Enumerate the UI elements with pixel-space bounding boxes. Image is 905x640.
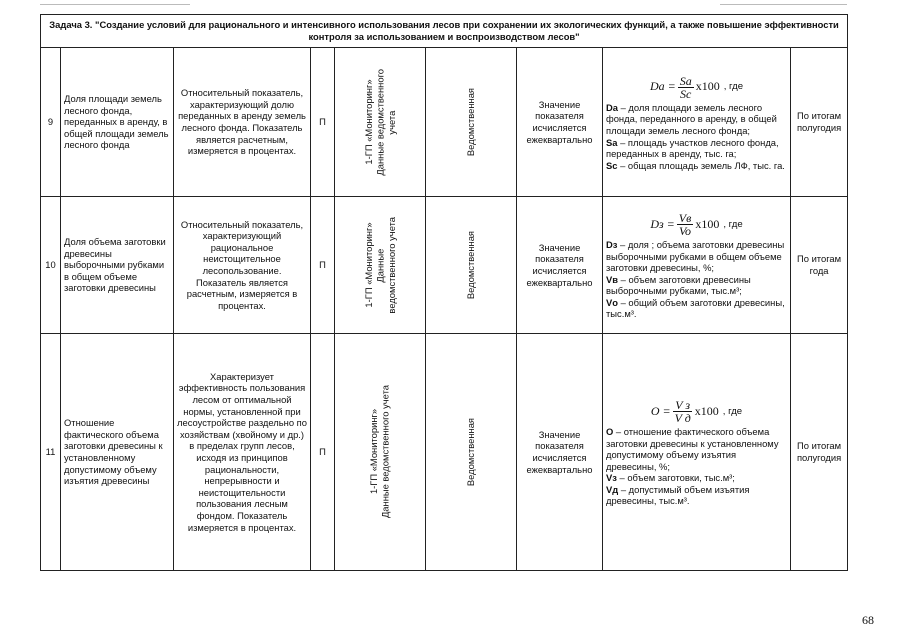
indicators-table (40, 14, 848, 571)
formula (606, 75, 787, 100)
indicator-name: Отношение фактического объема заготовки древесины к установленному допустимому объему изъятия древесины (61, 334, 174, 571)
level-cell (426, 197, 517, 334)
level: Ведомственная (465, 230, 477, 300)
indicator-definition: Характеризует эффективность пользования лесом от оптимальной нормы, установленной при лесоустройстве раздельно по хозяйствам (хвойному и др.) в пределах групп лесов, исходя из принципов рациональности, непрерывности и неистощительности пользования лесным фондом. Показатель измеряется в процентах. (174, 334, 311, 571)
indicator-name: Доля объема заготовки древесины выборочными рубками в общем объеме заготовки древесины (61, 197, 174, 334)
task-title: Задача 3. "Создание условий для рационального и интенсивного использования лесов при сохранении их экологических функций, а также повышение эффективности контроля за использованием и воспроизводством лесов" (41, 15, 848, 48)
formula-numerator: Vв (678, 210, 692, 225)
data-source: 1-ГП «Мониторинг» Данные ведомственного учета (368, 385, 391, 519)
page-number: 68 (862, 613, 874, 627)
top-rule-left (40, 4, 190, 5)
frequency: Значение показателя исчисляется ежеквартально (517, 334, 603, 571)
indicator-definition: Относительный показатель, характеризующий рациональное неистощительное лесопользование. Показатель является расчетным, измеряется в процентах. (174, 197, 311, 334)
method-cell (603, 197, 791, 334)
formula-where: , где (723, 218, 743, 230)
formula-where: , где (723, 81, 744, 93)
desc-line: Dз – доля ; объема заготовки древесины выборочными рубками в общем объеме заготовки древесины, %; (606, 238, 785, 274)
method-cell (603, 334, 791, 571)
top-rule-right (720, 4, 847, 5)
indicator-type: П (311, 197, 335, 334)
desc-line: Vз – объем заготовки, тыс.м³; (606, 472, 735, 484)
formula-denominator: Sc (680, 86, 692, 101)
desc-line: Vд – допустимый объем изъятия древесины, тыс.м³. (606, 483, 750, 507)
desc-line: Vв – объем заготовки древесины выборочными рубками, тыс.м³; (606, 273, 751, 297)
level: Ведомственная (465, 417, 477, 487)
table-row (41, 197, 848, 334)
indicator-definition: Относительный показатель, характеризующий долю переданных в аренду земель лесного фонда. Показатель является расчетным, измеряется в процентах. (174, 48, 311, 197)
formula-numerator: V з (675, 397, 691, 412)
level-cell (426, 48, 517, 197)
data-source-cell (335, 197, 426, 334)
data-source-cell (335, 48, 426, 197)
reporting-period: По итогам полугодия (791, 334, 848, 571)
table-row (41, 334, 848, 571)
row-number: 9 (41, 48, 61, 197)
desc-line: Sc – общая площадь земель ЛФ, тыс. га. (606, 159, 785, 171)
table-row (41, 48, 848, 197)
formula-factor: x100 (695, 216, 720, 231)
method-cell (603, 48, 791, 197)
frequency: Значение показателя исчисляется ежеквартально (517, 197, 603, 334)
desc-line: Sa – площадь участков лесного фонда, переданных в аренду, тыс. га; (606, 136, 779, 160)
data-source: 1-ГП «Мониторинг» Данные ведомственного учета (362, 68, 397, 176)
desc-line: О – отношение фактического объема заготовки древесины к установленному допустимому объему изъятия древесины, %; (606, 425, 779, 472)
data-source-cell (335, 334, 426, 571)
row-number: 11 (41, 334, 61, 571)
formula-denominator: Vo (679, 223, 692, 238)
formula-where: , где (722, 405, 743, 417)
formula-factor: x100 (695, 79, 720, 94)
reporting-period: По итогам полугодия (791, 48, 848, 197)
formula (606, 399, 787, 424)
data-source: 1-ГП «Мониторинг» Данные ведомственного учета (362, 216, 397, 314)
formula-lhs: Dз = (650, 216, 675, 231)
formula-lhs: O = (650, 403, 671, 418)
formula-numerator: Sa (679, 73, 692, 88)
formula-lhs: Da = (649, 79, 676, 94)
reporting-period: По итогам года (791, 197, 848, 334)
indicator-name: Доля площади земель лесного фонда, переданных в аренду, в общей площади земель лесного фонда (61, 48, 174, 197)
indicator-type: П (311, 334, 335, 571)
level: Ведомственная (465, 87, 477, 157)
desc-line: Vо – общий объем заготовки древесины, тыс.м³. (606, 296, 785, 320)
frequency: Значение показателя исчисляется ежеквартально (517, 48, 603, 197)
indicator-type: П (311, 48, 335, 197)
formula-factor: x100 (694, 403, 719, 418)
row-number: 10 (41, 197, 61, 334)
formula (606, 212, 787, 237)
level-cell (426, 334, 517, 571)
desc-line: Da – доля площади земель лесного фонда, переданного в аренду, в общей площади земель лесного фонда; (606, 101, 777, 136)
formula-denominator: V д (674, 410, 691, 425)
